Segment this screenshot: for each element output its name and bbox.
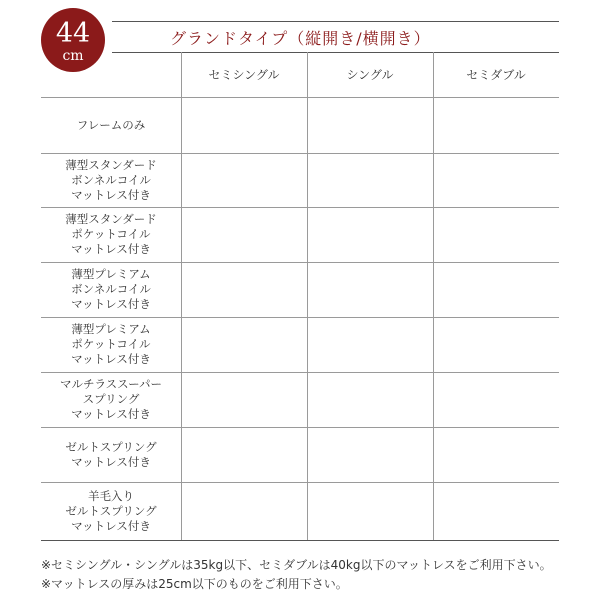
title-rule-top <box>112 21 559 22</box>
row-label-thin-premium-pocket: 薄型プレミアム ポケットコイル マットレス付き <box>71 322 151 366</box>
row-label-thin-premium-bonnell: 薄型プレミアム ボンネルコイル マットレス付き <box>71 267 151 311</box>
badge-number: 44 <box>55 17 91 49</box>
column-header-single: シングル <box>346 68 394 82</box>
row-divider <box>41 540 559 541</box>
column-divider <box>181 52 182 540</box>
note-weight-limit: ※セミシングル・シングルは35kg以下、セミダブルは40kg以下のマットレスをご利用下さい。 <box>41 558 552 572</box>
row-label-wool-zelt-spring: 羊毛入り ゼルトスプリング マットレス付き <box>65 488 157 533</box>
row-label-thin-standard-pocket: 薄型スタンダード ポケットコイル マットレス付き <box>65 212 157 256</box>
size-badge <box>41 8 105 72</box>
row-label-frame-only: フレームのみ <box>76 117 146 132</box>
row-label-zelt-spring: ゼルトスプリング マットレス付き <box>65 439 157 469</box>
title-rule-bottom <box>112 52 559 53</box>
row-label-thin-standard-bonnell: 薄型スタンダード ボンネルコイル マットレス付き <box>65 157 157 202</box>
table-title: グランドタイプ（縦開き/横開き） <box>170 29 431 48</box>
row-label-multi-lath-super-spring: マルチラススーパー スプリング マットレス付き <box>59 377 162 421</box>
column-header-semi-single: セミシングル <box>208 68 280 82</box>
column-divider <box>433 52 434 540</box>
column-header-semi-double: セミダブル <box>466 68 526 82</box>
note-thickness-limit: ※マットレスの厚みは25cm以下のものをご利用下さい。 <box>41 577 348 591</box>
badge-unit: cm <box>62 47 84 64</box>
column-divider <box>307 52 308 540</box>
